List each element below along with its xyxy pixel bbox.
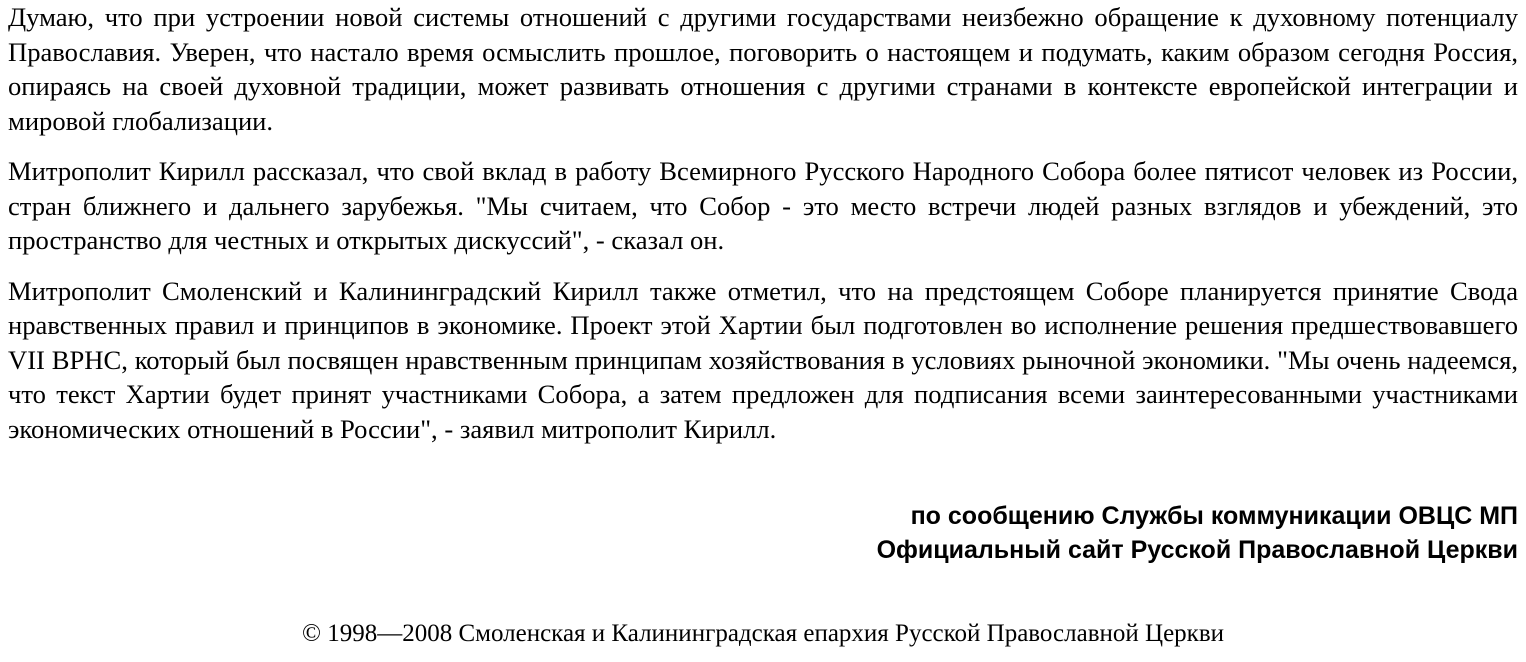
article-paragraph: Митрополит Кирилл рассказал, что свой вклад в работу Всемирного Русского Народного Собора более пятисот человек из России, стран ближнего и дальнего зарубежья. "Мы считаем, что Собор - это место встречи людей разных взглядов и убеждений, это пространство для честных и открытых дискуссий", - сказал он.	[8, 156, 1518, 255]
source-line-official-site: Официальный сайт Русской Православной Церкви	[876, 536, 1518, 564]
article-paragraph: Думаю, что при устроении новой системы отношений с другими государствами неизбежно обращение к духовному потенциалу Православия. Уверен, что настало время осмыслить прошлое, поговорить о настоящем и подумать, каким образом сегодня Россия, опираясь на своей духовной традиции, может развивать отношения с другими странами в контексте европейской интеграции и мировой глобализации.	[8, 2, 1518, 136]
source-attribution	[877, 499, 1518, 567]
source-line-communication-service: по сообщению Службы коммуникации ОВЦС МП	[910, 502, 1518, 530]
copyright-footer: © 1998—2008 Смоленская и Калининградская епархия Русской Православной Церкви	[301, 620, 1225, 647]
article-paragraph: Митрополит Смоленский и Калининградский Кирилл также отметил, что на предстоящем Соборе планируется принятие Свода нравственных правил и принципов в экономике. Проект этой Хартии был подготовлен во исполнение решения предшествовавшего VII ВРНС, который был посвящен нравственным принципам хозяйствования в условиях рыночной экономики. "Мы очень надеемся, что текст Хартии будет принят участниками Собора, а затем предложен для подписания всеми заинтересованными участниками экономических отношений в России", - заявил митрополит Кирилл.	[8, 275, 1518, 444]
article-body	[8, 0, 1518, 462]
